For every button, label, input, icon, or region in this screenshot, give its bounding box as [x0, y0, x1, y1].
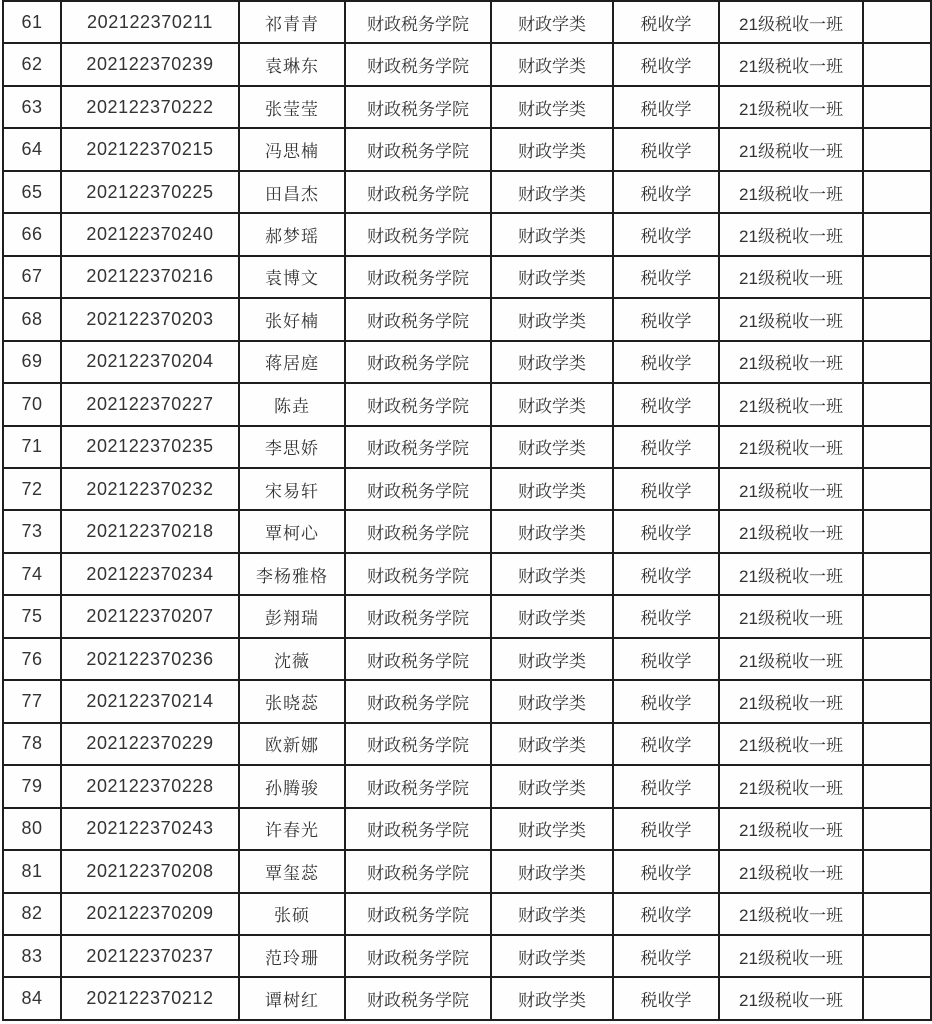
- cell-class: 21级税收一班: [719, 128, 863, 170]
- cell-student-name: 李思娇: [239, 426, 345, 468]
- cell-row-number: 62: [3, 43, 61, 85]
- cell-student-name: 祁青青: [239, 1, 345, 43]
- cell-class: 21级税收一班: [719, 553, 863, 595]
- cell-college: 财政税务学院: [345, 341, 491, 383]
- table-row: [3, 86, 931, 128]
- cell-class: 21级税收一班: [719, 510, 863, 552]
- cell-student-name: 覃玺蕊: [239, 850, 345, 892]
- cell-major: 税收学: [613, 893, 719, 935]
- cell-major: 税收学: [613, 383, 719, 425]
- cell-category: 财政学类: [491, 595, 613, 637]
- cell-class: 21级税收一班: [719, 850, 863, 892]
- cell-row-number: 74: [3, 553, 61, 595]
- cell-student-id: 202122370215: [61, 128, 239, 170]
- cell-row-number: 78: [3, 723, 61, 765]
- cell-row-number: 70: [3, 383, 61, 425]
- cell-major: 税收学: [613, 808, 719, 850]
- cell-student-id: 202122370218: [61, 510, 239, 552]
- cell-class: 21级税收一班: [719, 765, 863, 807]
- table-row: [3, 43, 931, 85]
- cell-student-id: 202122370239: [61, 43, 239, 85]
- cell-student-id: 202122370227: [61, 383, 239, 425]
- cell-class: 21级税收一班: [719, 638, 863, 680]
- cell-category: 财政学类: [491, 256, 613, 298]
- cell-student-name: 张硕: [239, 893, 345, 935]
- cell-student-id: 202122370235: [61, 426, 239, 468]
- cell-major: 税收学: [613, 468, 719, 510]
- cell-class: 21级税收一班: [719, 43, 863, 85]
- cell-extra: [863, 723, 931, 765]
- cell-category: 财政学类: [491, 553, 613, 595]
- cell-college: 财政税务学院: [345, 298, 491, 340]
- cell-category: 财政学类: [491, 850, 613, 892]
- cell-row-number: 81: [3, 850, 61, 892]
- cell-student-id: 202122370229: [61, 723, 239, 765]
- cell-college: 财政税务学院: [345, 553, 491, 595]
- cell-extra: [863, 638, 931, 680]
- cell-class: 21级税收一班: [719, 86, 863, 128]
- table-row: [3, 850, 931, 892]
- cell-major: 税收学: [613, 850, 719, 892]
- cell-extra: [863, 808, 931, 850]
- cell-student-id: 202122370207: [61, 595, 239, 637]
- cell-extra: [863, 426, 931, 468]
- cell-extra: [863, 850, 931, 892]
- table-row: [3, 680, 931, 722]
- cell-student-id: 202122370240: [61, 213, 239, 255]
- cell-category: 财政学类: [491, 86, 613, 128]
- cell-student-name: 谭树红: [239, 977, 345, 1020]
- cell-row-number: 72: [3, 468, 61, 510]
- table-row: [3, 977, 931, 1020]
- cell-extra: [863, 893, 931, 935]
- cell-college: 财政税务学院: [345, 850, 491, 892]
- cell-row-number: 73: [3, 510, 61, 552]
- cell-class: 21级税收一班: [719, 256, 863, 298]
- cell-class: 21级税收一班: [719, 595, 863, 637]
- cell-college: 财政税务学院: [345, 426, 491, 468]
- cell-student-name: 袁琳东: [239, 43, 345, 85]
- cell-row-number: 63: [3, 86, 61, 128]
- cell-class: 21级税收一班: [719, 977, 863, 1020]
- cell-major: 税收学: [613, 935, 719, 977]
- table-row: [3, 128, 931, 170]
- cell-row-number: 61: [3, 1, 61, 43]
- table-row: [3, 171, 931, 213]
- cell-class: 21级税收一班: [719, 468, 863, 510]
- cell-student-id: 202122370203: [61, 298, 239, 340]
- cell-class: 21级税收一班: [719, 341, 863, 383]
- cell-extra: [863, 298, 931, 340]
- cell-major: 税收学: [613, 171, 719, 213]
- cell-category: 财政学类: [491, 680, 613, 722]
- cell-extra: [863, 977, 931, 1020]
- cell-college: 财政税务学院: [345, 510, 491, 552]
- table-row: [3, 595, 931, 637]
- table-row: [3, 213, 931, 255]
- cell-student-name: 田昌杰: [239, 171, 345, 213]
- cell-student-name: 张莹莹: [239, 86, 345, 128]
- cell-class: 21级税收一班: [719, 1, 863, 43]
- cell-row-number: 76: [3, 638, 61, 680]
- cell-college: 财政税务学院: [345, 213, 491, 255]
- cell-category: 财政学类: [491, 426, 613, 468]
- cell-major: 税收学: [613, 638, 719, 680]
- table-row: [3, 808, 931, 850]
- cell-extra: [863, 213, 931, 255]
- cell-category: 财政学类: [491, 893, 613, 935]
- cell-extra: [863, 171, 931, 213]
- cell-student-id: 202122370214: [61, 680, 239, 722]
- table-row: [3, 341, 931, 383]
- cell-major: 税收学: [613, 213, 719, 255]
- cell-extra: [863, 510, 931, 552]
- cell-student-id: 202122370234: [61, 553, 239, 595]
- cell-major: 税收学: [613, 680, 719, 722]
- cell-major: 税收学: [613, 426, 719, 468]
- cell-college: 财政税务学院: [345, 595, 491, 637]
- cell-student-id: 202122370243: [61, 808, 239, 850]
- cell-student-name: 沈薇: [239, 638, 345, 680]
- table-row: [3, 765, 931, 807]
- cell-category: 财政学类: [491, 977, 613, 1020]
- table-row: [3, 298, 931, 340]
- cell-major: 税收学: [613, 595, 719, 637]
- cell-college: 财政税务学院: [345, 43, 491, 85]
- cell-row-number: 80: [3, 808, 61, 850]
- cell-student-name: 许春光: [239, 808, 345, 850]
- cell-major: 税收学: [613, 765, 719, 807]
- cell-extra: [863, 86, 931, 128]
- cell-college: 财政税务学院: [345, 383, 491, 425]
- cell-row-number: 79: [3, 765, 61, 807]
- cell-class: 21级税收一班: [719, 171, 863, 213]
- student-table-body: [3, 1, 931, 1020]
- cell-major: 税收学: [613, 86, 719, 128]
- cell-category: 财政学类: [491, 808, 613, 850]
- cell-category: 财政学类: [491, 213, 613, 255]
- table-row: [3, 426, 931, 468]
- cell-row-number: 64: [3, 128, 61, 170]
- cell-student-id: 202122370236: [61, 638, 239, 680]
- cell-category: 财政学类: [491, 383, 613, 425]
- cell-category: 财政学类: [491, 128, 613, 170]
- cell-college: 财政税务学院: [345, 128, 491, 170]
- cell-category: 财政学类: [491, 298, 613, 340]
- cell-student-id: 202122370208: [61, 850, 239, 892]
- cell-category: 财政学类: [491, 935, 613, 977]
- cell-class: 21级税收一班: [719, 680, 863, 722]
- cell-extra: [863, 1, 931, 43]
- cell-student-id: 202122370212: [61, 977, 239, 1020]
- table-row: [3, 638, 931, 680]
- cell-major: 税收学: [613, 256, 719, 298]
- cell-student-name: 冯思楠: [239, 128, 345, 170]
- cell-major: 税收学: [613, 298, 719, 340]
- cell-row-number: 75: [3, 595, 61, 637]
- cell-college: 财政税务学院: [345, 765, 491, 807]
- cell-student-name: 张好楠: [239, 298, 345, 340]
- cell-student-id: 202122370222: [61, 86, 239, 128]
- cell-student-id: 202122370204: [61, 341, 239, 383]
- cell-category: 财政学类: [491, 43, 613, 85]
- cell-category: 财政学类: [491, 638, 613, 680]
- cell-extra: [863, 680, 931, 722]
- table-row: [3, 383, 931, 425]
- cell-college: 财政税务学院: [345, 935, 491, 977]
- table-row: [3, 893, 931, 935]
- cell-major: 税收学: [613, 128, 719, 170]
- table-row: [3, 1, 931, 43]
- cell-student-name: 欧新娜: [239, 723, 345, 765]
- cell-college: 财政税务学院: [345, 171, 491, 213]
- cell-college: 财政税务学院: [345, 808, 491, 850]
- cell-extra: [863, 256, 931, 298]
- cell-student-name: 覃柯心: [239, 510, 345, 552]
- cell-class: 21级税收一班: [719, 935, 863, 977]
- cell-extra: [863, 341, 931, 383]
- cell-extra: [863, 128, 931, 170]
- cell-college: 财政税务学院: [345, 256, 491, 298]
- cell-category: 财政学类: [491, 468, 613, 510]
- table-row: [3, 935, 931, 977]
- cell-row-number: 65: [3, 171, 61, 213]
- cell-student-name: 陈垚: [239, 383, 345, 425]
- cell-student-name: 蒋居庭: [239, 341, 345, 383]
- cell-student-id: 202122370237: [61, 935, 239, 977]
- cell-major: 税收学: [613, 341, 719, 383]
- cell-extra: [863, 43, 931, 85]
- cell-extra: [863, 935, 931, 977]
- cell-row-number: 83: [3, 935, 61, 977]
- cell-category: 财政学类: [491, 1, 613, 43]
- cell-student-id: 202122370211: [61, 1, 239, 43]
- cell-category: 财政学类: [491, 510, 613, 552]
- cell-class: 21级税收一班: [719, 808, 863, 850]
- cell-student-id: 202122370228: [61, 765, 239, 807]
- cell-college: 财政税务学院: [345, 977, 491, 1020]
- cell-category: 财政学类: [491, 341, 613, 383]
- cell-category: 财政学类: [491, 171, 613, 213]
- cell-student-id: 202122370232: [61, 468, 239, 510]
- cell-row-number: 67: [3, 256, 61, 298]
- cell-college: 财政税务学院: [345, 1, 491, 43]
- cell-college: 财政税务学院: [345, 680, 491, 722]
- cell-major: 税收学: [613, 43, 719, 85]
- cell-student-id: 202122370209: [61, 893, 239, 935]
- cell-extra: [863, 765, 931, 807]
- cell-college: 财政税务学院: [345, 86, 491, 128]
- cell-class: 21级税收一班: [719, 298, 863, 340]
- cell-college: 财政税务学院: [345, 638, 491, 680]
- cell-student-name: 郝梦瑶: [239, 213, 345, 255]
- cell-class: 21级税收一班: [719, 893, 863, 935]
- cell-major: 税收学: [613, 723, 719, 765]
- cell-major: 税收学: [613, 510, 719, 552]
- cell-row-number: 77: [3, 680, 61, 722]
- cell-extra: [863, 468, 931, 510]
- cell-college: 财政税务学院: [345, 468, 491, 510]
- cell-major: 税收学: [613, 977, 719, 1020]
- cell-class: 21级税收一班: [719, 426, 863, 468]
- cell-row-number: 71: [3, 426, 61, 468]
- cell-student-name: 张晓蕊: [239, 680, 345, 722]
- cell-student-name: 宋易轩: [239, 468, 345, 510]
- cell-college: 财政税务学院: [345, 893, 491, 935]
- cell-student-name: 袁博文: [239, 256, 345, 298]
- cell-row-number: 84: [3, 977, 61, 1020]
- cell-major: 税收学: [613, 553, 719, 595]
- cell-row-number: 82: [3, 893, 61, 935]
- cell-class: 21级税收一班: [719, 723, 863, 765]
- cell-student-name: 孙腾骏: [239, 765, 345, 807]
- cell-student-id: 202122370225: [61, 171, 239, 213]
- cell-student-name: 李杨雅格: [239, 553, 345, 595]
- table-row: [3, 553, 931, 595]
- table-row: [3, 468, 931, 510]
- cell-student-id: 202122370216: [61, 256, 239, 298]
- table-row: [3, 510, 931, 552]
- cell-major: 税收学: [613, 1, 719, 43]
- table-row: [3, 723, 931, 765]
- cell-college: 财政税务学院: [345, 723, 491, 765]
- cell-row-number: 66: [3, 213, 61, 255]
- cell-class: 21级税收一班: [719, 383, 863, 425]
- student-roster-table: [2, 0, 932, 1021]
- cell-category: 财政学类: [491, 765, 613, 807]
- cell-row-number: 68: [3, 298, 61, 340]
- cell-extra: [863, 553, 931, 595]
- cell-category: 财政学类: [491, 723, 613, 765]
- cell-student-name: 范玲珊: [239, 935, 345, 977]
- cell-extra: [863, 595, 931, 637]
- cell-extra: [863, 383, 931, 425]
- cell-student-name: 彭翔瑞: [239, 595, 345, 637]
- cell-class: 21级税收一班: [719, 213, 863, 255]
- table-row: [3, 256, 931, 298]
- cell-row-number: 69: [3, 341, 61, 383]
